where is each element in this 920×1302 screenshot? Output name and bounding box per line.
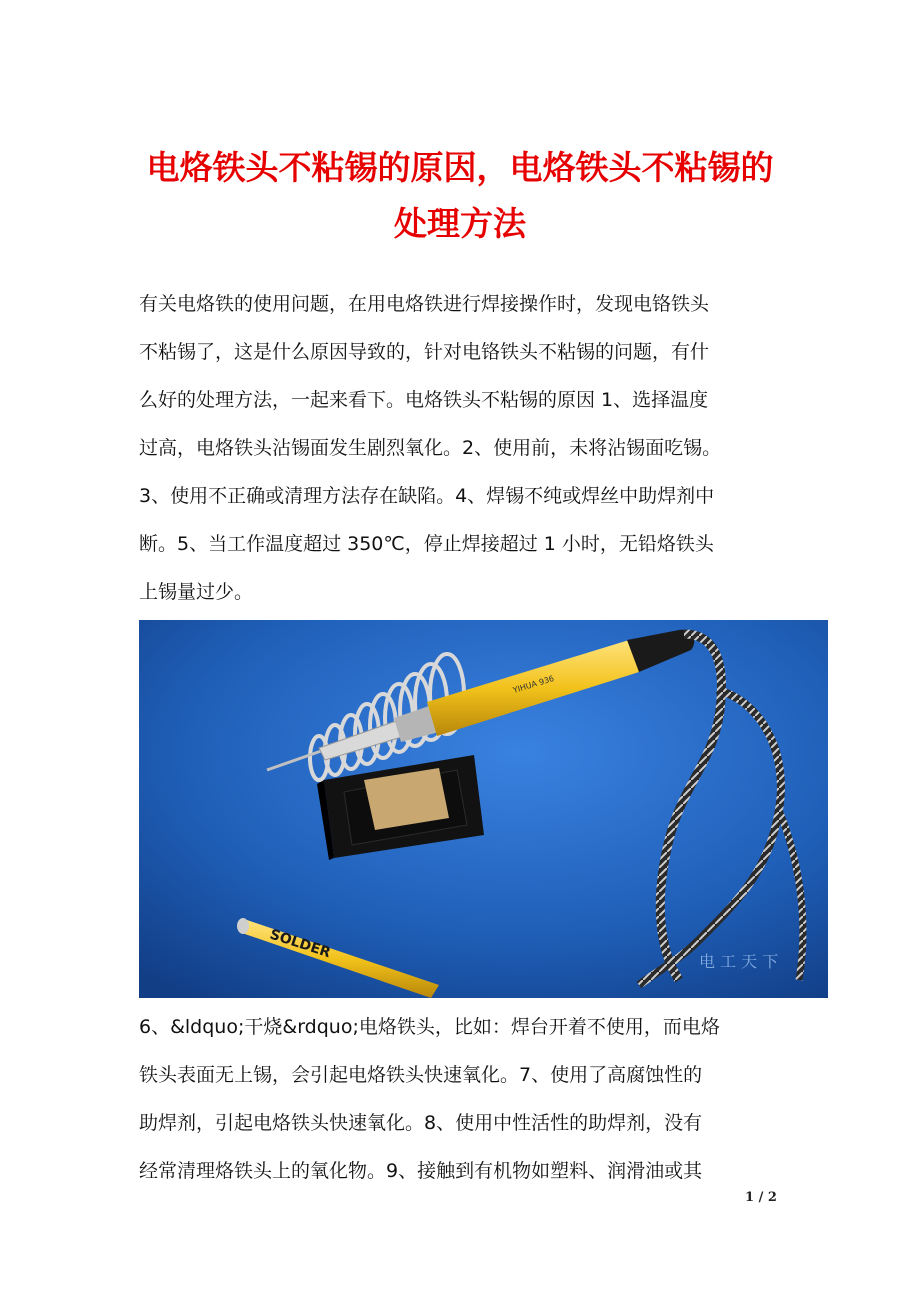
text-line: 不粘锡了，这是什么原因导致的，针对电铬铁头不粘锡的问题，有什 [139,341,710,363]
text-line: 铁头表面无上锡，会引起电烙铁头快速氧化。7、使用了高腐蚀性的 [139,1064,703,1086]
text-line: 6、&ldquo;干烧&rdquo;电烙铁头，比如：焊台开着不使用，而电烙 [139,1016,720,1038]
paragraph-2 [139,1003,789,1195]
text-line: 断。5、当工作温度超过 350℃，停止焊接超过 1 小时，无铅烙铁头 [139,533,714,555]
title-line-1: 电烙铁头不粘锡的原因，电烙铁头不粘锡的 [146,148,774,187]
title-line-2: 处理方法 [394,204,526,243]
svg-text:YIHUA 936: YIHUA 936 [511,673,556,695]
text-line: 么好的处理方法，一起来看下。电烙铁头不粘锡的原因 1、选择温度 [139,389,709,411]
photo-illustration [139,620,828,998]
article-title [120,140,800,252]
text-line: 过高，电烙铁头沾锡面发生剧烈氧化。2、使用前，未将沾锡面吃锡。 [139,437,722,459]
paragraph-1 [139,280,789,616]
soldering-iron-photo [139,620,828,998]
solder-tube-label: SOLDER [267,926,333,962]
text-line: 3、使用不正确或清理方法存在缺陷。4、焊锡不纯或焊丝中助焊剂中 [139,485,715,507]
watermark: 电 工 天 下 [699,952,779,971]
page-number: 1 / 2 [745,1190,777,1205]
text-line: 经常清理烙铁头上的氧化物。9、接触到有机物如塑料、润滑油或其 [139,1160,703,1182]
text-line: 上锡量过少。 [139,581,254,603]
text-line: 有关电烙铁的使用问题，在用电烙铁进行焊接操作时，发现电铬铁头 [139,293,710,315]
text-line: 助焊剂，引起电烙铁头快速氧化。8、使用中性活性的助焊剂，没有 [139,1112,703,1134]
